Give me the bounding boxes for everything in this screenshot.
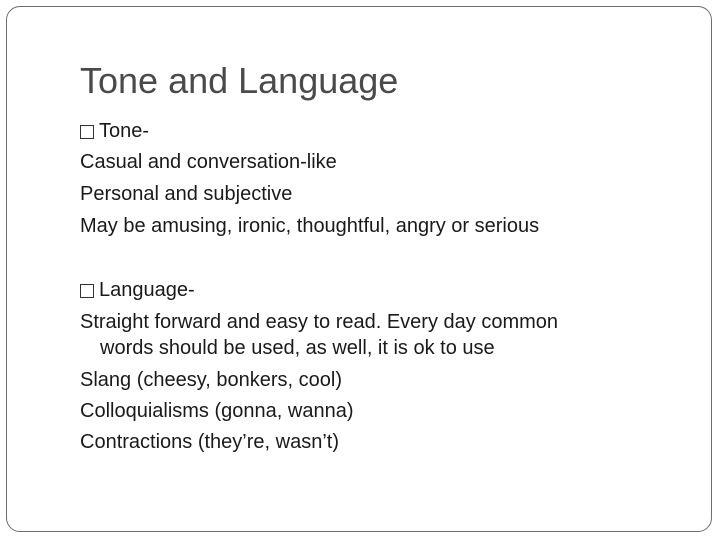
tone-heading-row — [80, 119, 149, 143]
square-bullet-icon — [80, 284, 94, 298]
tone-line: May be amusing, ironic, thoughtful, angry or serious — [80, 215, 540, 237]
language-heading: Language- — [99, 279, 195, 301]
tone-line: Personal and subjective — [80, 183, 293, 205]
square-bullet-icon — [80, 125, 94, 139]
tone-line: Casual and conversation-like — [80, 151, 337, 173]
language-line: Slang (cheesy, bonkers, cool) — [80, 369, 342, 391]
language-heading-row — [80, 278, 195, 302]
language-line: Straight forward and easy to read. Every day common — [80, 311, 559, 333]
language-line: Colloquialisms (gonna, wanna) — [80, 400, 354, 422]
language-line: Contractions (they’re, wasn’t) — [80, 431, 339, 453]
language-line-continued: words should be used, as well, it is ok to use — [100, 337, 495, 359]
tone-heading: Tone- — [99, 120, 150, 142]
slide-title: Tone and Language — [80, 60, 399, 101]
